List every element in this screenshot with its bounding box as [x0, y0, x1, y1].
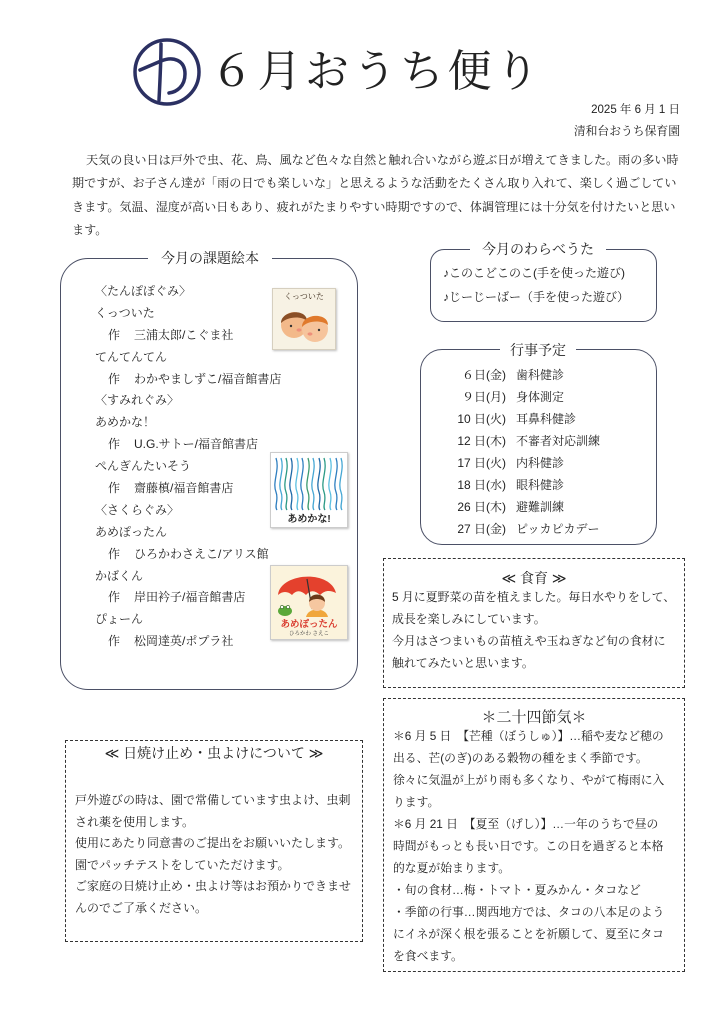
- sekki-line: ・旬の食材…梅・トマト・夏みかん・タコなど: [393, 883, 641, 897]
- sekki-line: 徐々に気温が上がり雨も多くなり、やがて梅雨に入: [393, 773, 665, 787]
- logo-ring: [135, 40, 199, 104]
- shokuiku-line: 今月はさつまいもの苗植えや玉ねぎなど旬の食材に: [392, 634, 666, 648]
- shokuiku-line: 触れてみたいと思います。: [392, 656, 534, 670]
- sunscreen-line: ご家庭の日焼け止め・虫よけ等はお預かりできませ: [75, 879, 352, 894]
- event-row: [444, 452, 600, 474]
- credit-label: 作: [108, 546, 121, 561]
- book-cover-kuttsuita: [272, 288, 336, 350]
- sunscreen-line: んのでご了承ください。: [75, 900, 208, 915]
- book-title: かばくん: [95, 568, 144, 583]
- event-row: [444, 518, 600, 540]
- book-credit: [95, 478, 281, 500]
- credit-label: 作: [108, 371, 121, 386]
- book-author: わかやましずこ/福音館書店: [134, 371, 282, 386]
- book-title: ぴょーん: [95, 612, 144, 627]
- event-row: [444, 386, 600, 408]
- events-title: 行事予定: [500, 341, 576, 359]
- event-date: 12 日(木): [457, 434, 506, 448]
- warabeuta-item: ♪じーじーばー（手を使った遊び）: [443, 290, 630, 304]
- credit-label: 作: [108, 634, 121, 649]
- left-child-cheek: [297, 328, 302, 331]
- event-name: 眼科健診: [516, 478, 565, 492]
- picture-books-title: 今月の課題絵本: [148, 249, 272, 267]
- event-row: [444, 474, 600, 496]
- book-credit: [95, 325, 281, 347]
- cover-author: ひろかわ さえこ: [288, 631, 330, 637]
- events-list: [444, 364, 600, 540]
- class-name: 〈たんぽぽぐみ〉: [95, 284, 192, 298]
- sekki-text: [393, 725, 664, 967]
- issue-date: 2025 年 6 月 1 日: [591, 104, 680, 116]
- credit-label: 作: [108, 590, 121, 605]
- sekki-line: 的な夏が始まります。: [393, 861, 511, 875]
- shokuiku-line: 成長を楽しみにしています。: [392, 612, 546, 626]
- event-name: 身体測定: [516, 390, 565, 404]
- cover-title: あめぽったん: [280, 619, 338, 630]
- event-date: ９日(月): [462, 390, 506, 404]
- sunscreen-box: [65, 740, 363, 942]
- book-title: くっついた: [95, 305, 155, 320]
- left-child-eye: [290, 325, 292, 327]
- event-name: 耳鼻科健診: [516, 412, 577, 426]
- book-credit: [95, 434, 281, 456]
- frog-eye: [280, 605, 283, 608]
- sunscreen-line: され薬を使用します。: [75, 814, 195, 829]
- book-cover-amekana: [270, 452, 348, 528]
- event-name: ピッカピカデー: [516, 522, 600, 536]
- shokuiku-line: 5 月に夏野菜の苗を植えました。毎日水やりをして、: [392, 590, 676, 604]
- event-name: 不審者対応訓練: [516, 434, 601, 448]
- event-date: 26 日(木): [457, 500, 506, 514]
- warabeuta-list: [443, 261, 629, 309]
- sekki-line: ＊6 月 5 日 【芒種（ぼうしゅ）】…稲や麦など穂の: [393, 729, 664, 743]
- sunscreen-line: 戸外遊びの時は、園で常備しています虫よけ、虫刺: [75, 793, 351, 807]
- shokuiku-title: ≪ 食育 ≫: [501, 570, 567, 586]
- newsletter-title: ６月おうち便り: [210, 47, 543, 96]
- book-credit: [95, 544, 281, 566]
- sekki-line: 時間がもっとも長い日です。この日を過ぎると本格: [393, 839, 664, 853]
- intro-paragraph: [72, 149, 684, 242]
- sunscreen-line: 使用にあたり同意書のご提出をお願いいたします。: [75, 836, 351, 851]
- sunscreen-title: ≪ 日焼け止め・虫よけについて ≫: [104, 745, 324, 761]
- book-cover-amepottan: [270, 565, 348, 640]
- book-title: あめぽったん: [95, 524, 168, 539]
- class-name: 〈さくらぐみ〉: [95, 502, 180, 517]
- sekki-line: ＊6 月 21 日 【夏至（げし）】…一年のうちで昼の: [393, 817, 659, 831]
- book-title: てんてんてん: [95, 349, 168, 364]
- sekki-line: にイネが深く根を張ることを祈願して、夏至にタコ: [393, 927, 664, 941]
- event-row: [444, 364, 600, 386]
- logo-loop-stroke: [140, 59, 185, 93]
- book-author: 岸田衿子/福音館書店: [134, 590, 246, 605]
- sunscreen-line: 園でパッチテストをしていただけます。: [75, 857, 290, 872]
- sekki-line: ります。: [393, 795, 440, 809]
- logo-vertical-stroke: [159, 44, 161, 100]
- right-child-eye: [318, 329, 320, 331]
- organization-name: 清和台おうち保育園: [573, 124, 680, 138]
- event-date: ６日(金): [462, 368, 506, 382]
- book-author: U.G.サトー/福音館書店: [134, 437, 259, 452]
- book-credit: [95, 587, 281, 609]
- sekki-line: 出る、芒(のぎ)のある穀物の種をまく季節です。: [393, 751, 648, 765]
- shokuiku-text: [392, 586, 675, 674]
- intro-line: 期ですが、お子さん達が「雨の日でも楽しいな」と思えるような活動をたくさん取り入れて、楽しく過ごしてい: [72, 176, 677, 191]
- credit-label: 作: [108, 327, 121, 342]
- class-name: 〈すみれぐみ〉: [95, 393, 180, 408]
- cover-title: くっついた: [284, 292, 324, 301]
- book-title: あめかな！: [95, 415, 156, 430]
- frog-eye: [286, 605, 289, 608]
- intro-line: 天気の良い日は戸外で虫、花、鳥、風など色々な自然と触れ合いながら遊ぶ日が増えてきました。雨の多い時: [86, 153, 679, 167]
- book-title: ぺんぎんたいそう: [95, 459, 192, 474]
- picture-books-list: [95, 281, 281, 653]
- credit-label: 作: [108, 437, 121, 452]
- frog: [278, 606, 292, 616]
- credit-label: 作: [108, 481, 121, 496]
- book-author: 松岡達英/ポプラ社: [134, 634, 234, 649]
- book-credit: [95, 369, 281, 391]
- wa-logo-icon: [131, 36, 203, 108]
- cover-title: あめかな!: [287, 514, 331, 525]
- shokuiku-box: [383, 558, 685, 688]
- warabeuta-item: ♪このこどこのこ(手を使った遊び): [443, 266, 625, 280]
- event-name: 内科健診: [516, 456, 565, 470]
- event-date: 17 日(火): [457, 456, 506, 470]
- event-date: 27 日(金): [457, 522, 506, 536]
- event-date: 10 日(火): [457, 412, 506, 426]
- right-child-cheek: [308, 332, 313, 335]
- event-row: [444, 408, 600, 430]
- sunscreen-text: [75, 790, 351, 920]
- sekki-line: ・季節の行事…関西地方では、タコの八本足のよう: [393, 905, 665, 919]
- event-name: 歯科健診: [516, 368, 565, 382]
- sekki-box: [383, 698, 685, 972]
- intro-line: ます。: [72, 222, 108, 237]
- event-row: [444, 496, 600, 518]
- event-name: 避難訓練: [516, 500, 565, 514]
- event-row: [444, 430, 600, 452]
- sekki-title: ＊二十四節気＊: [481, 709, 587, 726]
- event-date: 18 日(水): [457, 478, 506, 492]
- intro-line: きます。気温、湿度が高い日もあり、疲れがたまりやすい時期ですので、体調管理には十分気を付けたいと思い: [72, 199, 676, 214]
- book-author: ひろかわさえこ/アリス館: [134, 546, 269, 561]
- warabeuta-title: 今月のわらべうた: [470, 240, 606, 258]
- book-author: 三浦太郎/こぐま社: [134, 327, 234, 342]
- sekki-line: を食べます。: [393, 949, 463, 963]
- book-credit: [95, 631, 281, 653]
- book-author: 齋藤槙/福音館書店: [134, 481, 234, 496]
